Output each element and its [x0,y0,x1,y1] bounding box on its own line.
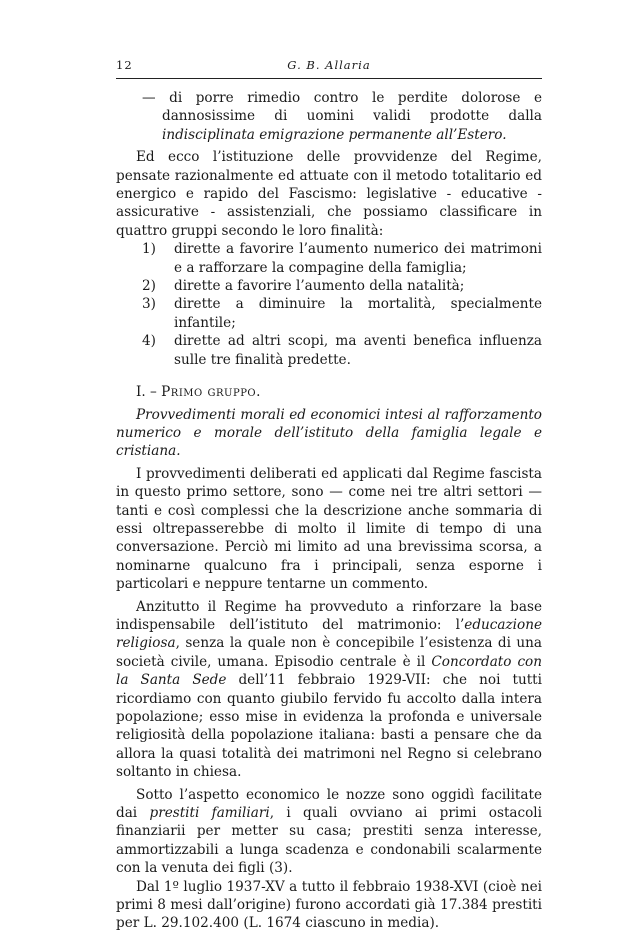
page-number: 12 [116,58,133,72]
paragraph-intro: Ed ecco l’istituzione delle provvidenze del Regime, pensate razionalmente ed attuate con il metodo totalitario ed energico e rapido del Fascismo: legislative - educative - assicurative - assistenziali, che possiamo classificare in quattro gruppi secondo le loro finalità: [116,149,542,239]
paragraph-provvedimenti: I provvedimenti deliberati ed applicati dal Regime fascista in questo primo settore, sono — come nei tre altri settori — tanti e così complessi che la descrizione anche sommaria di essi oltrepasserebbe di molto il limite di tempo di una conversazione. Perciò mi limito ad una brevissima scorsa, a nominarne qualcuno fra i principali, senza esporne i particolari e neppure tentarne un commento. [116,465,542,593]
paragraph-statistiche: Dal 1º luglio 1937-XV a tutto il febbraio 1938-XVI (cioè nei primi 8 mesi dall’origine) furono accordati già 17.384 prestiti per L. 29.102.400 (L. 1674 ciascuno in media). [116,878,542,932]
dash-item: — di porre rimedio contro le perdite dolorose e dannosissime di uomini validi prodotte dalla indisciplinata emigrazione permanente all’Estero. [142,90,542,143]
list-item: 2) dirette a favorire l’aumento della natalità; [142,278,465,295]
book-page [116,56,542,933]
list-item: 3) dirette a diminuire la mortalità, specialmente infantile; [142,296,542,331]
page-header [116,56,542,79]
finalities-list [116,240,542,369]
page-body [116,89,542,933]
paragraph-matrimonio: Anzitutto il Regime ha provveduto a rinforzare la base indispensabile dell’istituto del matrimonio: l’educazione religiosa, senza la quale non è concepibile l’esistenza di una società civile, umana. Episodio centrale è il Concordato con la Santa Sede dell’11 febbraio 1929-VII: che noi tutti ricordiamo con quanto giubilo fervido fu accolto dalla intera popolazione; esso mise in evidenza la profonda e universale religiosità della popolazione italiana: basti a pensare che da allora la quasi totalità dei matrimoni nel Regno si celebrano soltanto in chiesa. [116,598,543,781]
paragraph-prestiti: Sotto l’aspetto economico le nozze sono oggidì facilitate dai prestiti familiari, i quali ovviano ai primi ostacoli finanziarii per metter su casa; prestiti senza interesse, ammortizzabili a lunga scadenza e condonabili scalarmente con la venuta dei figli (3). [116,786,543,877]
list-item: 1) dirette a favorire l’aumento numerico dei matrimoni e a rafforzare la compagine della famiglia; [142,241,542,276]
section-subheading: Provvedimenti morali ed economici intesi al rafforzamento numerico e morale dell’istituto della famiglia legale e cristiana. [116,406,542,460]
list-item: 4) dirette ad altri scopi, ma aventi benefica influenza sulle tre finalità predette. [142,333,542,368]
section-heading: I. – Primo gruppo. [136,384,261,401]
running-title: G. B. Allaria [287,58,371,72]
